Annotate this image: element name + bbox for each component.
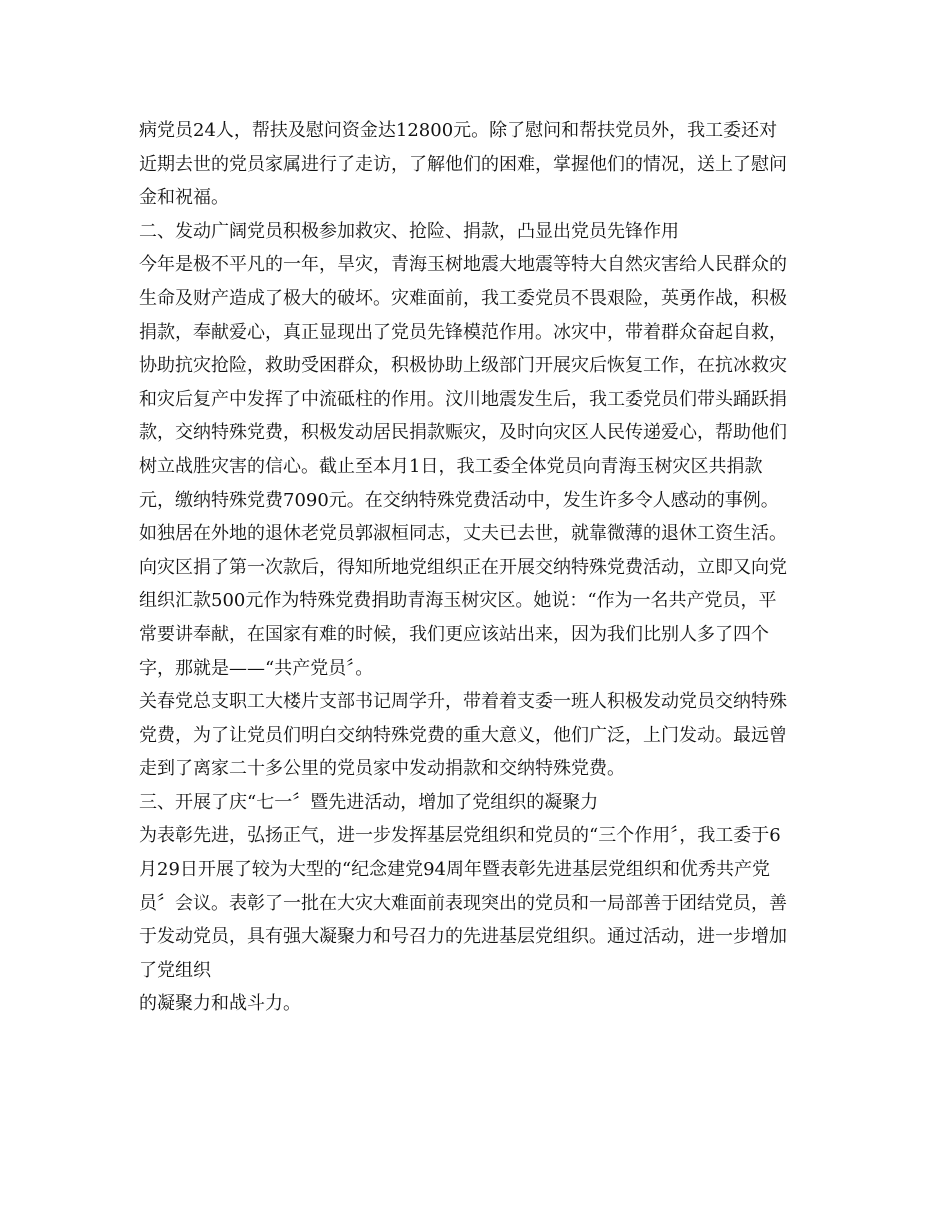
text-line: 树立战胜灾害的信心。截止至本月1日，我工委全体党员向青海玉树灾区共捐款 [139,455,763,477]
text-line: 元，缴纳特殊党费7090元。在交纳特殊党费活动中，发生许多令人感动的事例。 [139,489,779,511]
text-line: 月29日开展了较为大型的“纪念建党94周年暨表彰先进基层党组织和优秀共产党 [139,859,771,881]
text-line: 党费，为了让党员们明白交纳特殊党费的重大意义，他们广泛，上门发动。最远曾 [139,724,787,746]
text-line: 捐款，奉献爱心，真正显现出了党员先锋模范作用。冰灾中，带着群众奋起自救， [139,321,787,343]
text-line: 于发动党员，具有强大凝聚力和号召力的先进基层党组织。通过活动，进一步增加 [139,926,787,948]
text-line: 和灾后复产中发挥了中流砥柱的作用。汶川地震发生后，我工委党员们带头踊跃捐 [139,388,787,410]
text-line: 员〞会议。表彰了一批在大灾大难面前表现突出的党员和一局部善于团结党员，善 [139,892,787,914]
text-line: 款，交纳特殊党费，积极发动居民捐款赈灾，及时向灾区人民传递爱心，帮助他们 [139,422,787,444]
text-line: 今年是极不平凡的一年，旱灾，青海玉树地震大地震等特大自然灾害给人民群众的 [139,254,787,276]
text-line: 的凝聚力和战斗力。 [139,993,301,1015]
text-line: 组织汇款500元作为特殊党费捐助青海玉树灾区。她说：“作为一名共产党员，平 [139,590,777,612]
text-line: 了党组织 [139,959,211,981]
text-line: 病党员24人，帮扶及慰问资金达12800元。除了慰问和帮扶党员外，我工委还对 [139,120,778,141]
text-line: 字，那就是——“共产党员〞。 [139,657,374,679]
document-body [139,114,819,1021]
text-line: 金和祝福。 [139,187,229,209]
text-line: 如独居在外地的退休老党员郭淑桓同志，丈夫已去世，就靠微薄的退休工资生活。 [139,523,787,545]
text-line: 向灾区捐了第一次款后，得知所地党组织正在开展交纳特殊党费活动，立即又向党 [139,556,787,578]
section-heading: 三、开展了庆“七一〞暨先进活动，增加了党组织的凝聚力 [139,791,599,813]
text-line: 近期去世的党员家属进行了走访，了解他们的困难，掌握他们的情况，送上了慰问 [139,153,787,175]
text-line: 生命及财产造成了极大的破坏。灾难面前，我工委党员不畏艰险，英勇作战，积极 [139,287,787,309]
text-line: 协助抗灾抢险，救助受困群众，积极协助上级部门开展灾后恢复工作，在抗冰救灾 [139,355,787,377]
text-line: 关春党总支职工大楼片支部书记周学升，带着着支委一班人积极发动党员交纳特殊 [139,691,787,713]
text-line: 常要讲奉献，在国家有难的时候，我们更应该站出来，因为我们比别人多了四个 [139,623,769,645]
section-heading: 二、发动广阔党员积极参加救灾、抢险、捐款，凸显出党员先锋作用 [139,220,679,242]
text-line: 为表彰先进，弘扬正气，进一步发挥基层党组织和党员的“三个作用〞，我工委于6 [139,825,781,847]
text-line: 走到了离家二十多公里的党员家中发动捐款和交纳特殊党费。 [139,758,625,780]
